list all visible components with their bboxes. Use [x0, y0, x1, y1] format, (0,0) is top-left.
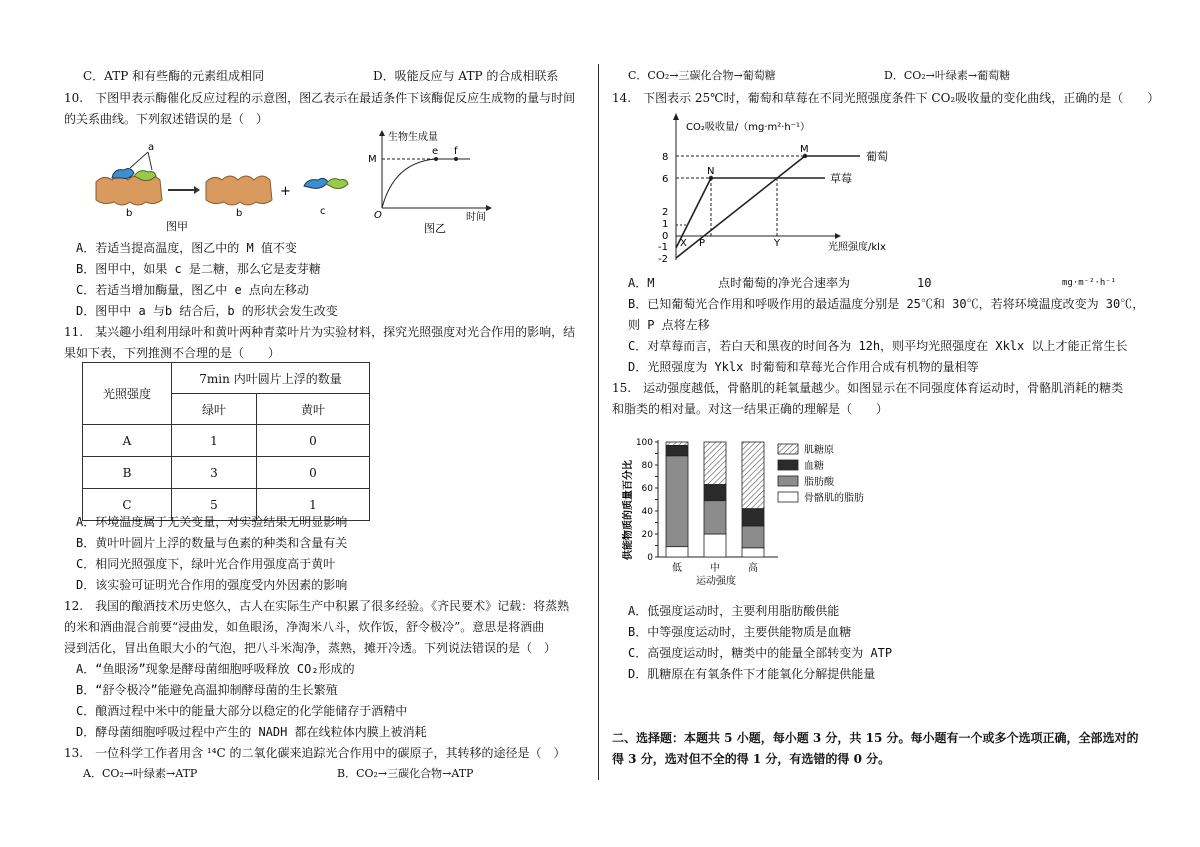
- enzyme-diagram: [90, 140, 360, 232]
- table-cell: 0: [257, 425, 370, 457]
- legend-swatch: [778, 444, 798, 454]
- q15-option-a: A．低强度运动时，主要利用脂肪酸供能: [628, 604, 840, 618]
- product-time-graph: [366, 128, 496, 234]
- bar-segment: [704, 501, 726, 534]
- label-a: a: [148, 142, 155, 153]
- co2-absorption-graph: [650, 112, 920, 264]
- enzyme-b: [206, 176, 272, 205]
- x-tick-label: 低: [672, 563, 682, 574]
- q13-option-b: B．CO₂→三碳化合物→ATP: [337, 767, 474, 780]
- q13-option-d: D．CO₂→叶绿素→葡萄糖: [884, 69, 1011, 82]
- q15-ylabel: 供能物质的质量百分比: [623, 460, 634, 560]
- table-row: [83, 457, 370, 489]
- energy-bar-chart: [618, 432, 888, 592]
- x-tick-label: 中: [710, 563, 720, 574]
- table-header-light: 光照强度: [83, 363, 172, 425]
- label-b2: b: [236, 208, 243, 219]
- legend-swatch: [778, 492, 798, 502]
- bar-segment: [666, 445, 688, 455]
- bar-segment: [666, 456, 688, 547]
- table-header-count: 7min 内叶圆片上浮的数量: [172, 363, 370, 394]
- q14-option-a-1: A．M: [628, 276, 655, 290]
- label-P: P: [699, 238, 706, 249]
- yi-e: e: [432, 146, 439, 157]
- bar-segment: [666, 547, 688, 557]
- legend-grape: 葡萄: [866, 150, 888, 163]
- q14-xlabel: 光照强度/klx: [828, 242, 886, 253]
- q12-option-a: A．“鱼眼汤”现象是酵母菌细胞呼吸释放 CO₂形成的: [76, 662, 355, 676]
- q13-option-c: C．CO₂→三碳化合物→葡萄糖: [628, 69, 776, 82]
- label-N: N: [707, 166, 715, 177]
- option-d: D．吸能反应与 ATP 的合成相联系: [373, 69, 559, 83]
- q10-option-a: A．若适当提高温度，图乙中的 M 值不变: [76, 241, 297, 255]
- q12-stem-2: 的米和酒曲混合前要“浸曲发，如鱼眼汤，净淘米八斗，炊作饭，舒令极冷”。意思是将酒曲: [64, 620, 545, 634]
- q14-option-a-3: 10: [917, 276, 932, 290]
- q11-table: [82, 362, 370, 521]
- bar-segment: [742, 548, 764, 557]
- legend-label: 骨骼肌的脂肪: [804, 493, 864, 504]
- table-cell: 1: [257, 489, 370, 521]
- label-M: M: [800, 144, 809, 155]
- legend-label: 血糖: [804, 461, 824, 472]
- tick-1: 1: [662, 219, 669, 230]
- q15-stem: 15. 运动强度越低，骨骼肌的耗氧量越少。如图显示在不同强度体育运动时，骨骼肌消耗的糖类: [612, 381, 1124, 395]
- q11-stem: 11. 某兴趣小组利用绿叶和黄叶两种青菜叶片为实验材料，探究光照强度对光合作用的影响，结: [64, 325, 576, 339]
- legend-strawberry: 草莓: [830, 172, 852, 185]
- q15-stem-2: 和脂类的相对量。对这一结果正确的理解是（ ）: [612, 402, 889, 416]
- q12-stem-3: 浸到活化，冒出鱼眼大小的气泡，把八斗米淘净，蒸熟，摊开冷透。下列说法错误的是（ ）: [64, 641, 557, 655]
- q10-option-b: B．图甲中，如果 c 是二糖，那么它是麦芽糖: [76, 262, 321, 276]
- q12-option-d: D．酵母菌细胞呼吸过程中产生的 NADH 都在线粒体内膜上被消耗: [76, 725, 427, 739]
- x-tick-label: 高: [748, 563, 758, 574]
- table-cell: 3: [172, 457, 257, 489]
- table-header-green: 绿叶: [172, 394, 257, 425]
- q14-option-a-4: mg·m⁻²·h⁻¹: [1062, 278, 1117, 288]
- tick-2: 2: [662, 207, 669, 218]
- q12-option-b: B．“舒令极冷”能避免高温抑制酵母菌的生长繁殖: [76, 683, 338, 697]
- tick-8: 8: [662, 152, 669, 163]
- product-c: [304, 178, 348, 188]
- q10-option-d: D．图甲中 a 与b 结合后，b 的形状会发生改变: [76, 304, 338, 318]
- table-cell: C: [83, 489, 172, 521]
- legend-swatch: [778, 460, 798, 470]
- table-cell: 0: [257, 457, 370, 489]
- q14-option-a-2: 点时葡萄的净光合速率为: [718, 276, 851, 290]
- bar-segment: [742, 526, 764, 548]
- q15-option-c: C．高强度运动时，糖类中的能量全部转变为 ATP: [628, 646, 893, 660]
- tick-6: 6: [662, 174, 669, 185]
- q11-option-b: B．黄叶叶圆片上浮的数量与色素的种类和含量有关: [76, 536, 348, 550]
- q12-option-c: C．酿酒过程中米中的能量大部分以稳定的化学能储存于酒精中: [76, 704, 408, 718]
- yi-xlabel: 时间: [466, 212, 486, 223]
- caption-yi: 图乙: [424, 222, 446, 235]
- q10-stem: 10. 下图甲表示酶催化反应过程的示意图，图乙表示在最适条件下该酶促反应生成物的量与时间: [64, 91, 576, 105]
- table-cell: 1: [172, 425, 257, 457]
- legend-label: 脂肪酸: [804, 477, 834, 488]
- bar-segment: [704, 485, 726, 501]
- column-divider: [598, 64, 599, 780]
- label-c: c: [320, 206, 326, 217]
- enzyme-b-with-substrate: [96, 169, 162, 205]
- legend-label: 肌糖原: [804, 445, 834, 456]
- y-tick-label: 100: [635, 438, 653, 448]
- bar-segment: [704, 442, 726, 485]
- table-cell: B: [83, 457, 172, 489]
- y-tick-label: 20: [641, 530, 653, 540]
- y-tick-label: 40: [641, 507, 653, 517]
- q14-option-c: C．对草莓而言，若白天和黑夜的时间各为 12h，则平均光照强度在 Xklx 以上才能正常生长: [628, 339, 1128, 353]
- q13-option-a: A．CO₂→叶绿素→ATP: [83, 767, 198, 780]
- table-row: [83, 425, 370, 457]
- yi-origin: O: [374, 210, 382, 221]
- tick-neg2: -2: [658, 254, 668, 265]
- q10-stem-2: 的关系曲线。下列叙述错误的是（ ）: [64, 112, 269, 126]
- y-tick-label: 60: [641, 484, 653, 494]
- q14-ylabel: CO₂吸收量/（mg·m²·h⁻¹）: [686, 122, 811, 133]
- tick-neg1: -1: [658, 242, 668, 253]
- y-tick-label: 80: [641, 461, 653, 471]
- yi-M: M: [368, 154, 377, 165]
- q11-stem-2: 果如下表，下列推测不合理的是（ ）: [64, 346, 281, 360]
- bar-segment: [742, 442, 764, 509]
- tick-0: 0: [662, 231, 669, 242]
- table-cell: 5: [172, 489, 257, 521]
- q12-stem: 12. 我国的酿酒技术历史悠久，古人在实际生产中积累了很多经验。《齐民要术》记载：将蒸熟: [64, 599, 570, 613]
- section-2-heading-2: 得 3 分，选对但不全的得 1 分，有选错的得 0 分。: [612, 752, 891, 766]
- label-Y: Y: [774, 238, 781, 249]
- q15-xlabel: 运动强度: [696, 576, 736, 587]
- bar-segment: [704, 534, 726, 557]
- q13-stem: 13. 一位科学工作者用含 ¹⁴C 的二氧化碳来追踪光合作用中的碳原子，其转移的途径是（ ）: [64, 746, 566, 760]
- legend-swatch: [778, 476, 798, 486]
- caption-jia: 图甲: [166, 220, 188, 233]
- q11-option-c: C．相同光照强度下，绿叶光合作用强度高于黄叶: [76, 557, 336, 571]
- bar-segment: [742, 509, 764, 526]
- label-b1: b: [126, 208, 133, 219]
- grape-curve-rise: [676, 156, 805, 258]
- q11-option-d: D．该实验可证明光合作用的强度受内外因素的影响: [76, 578, 348, 592]
- yi-f: f: [454, 146, 458, 157]
- q14-option-d: D．光照强度为 Yklx 时葡萄和草莓光合作用合成有机物的量相等: [628, 360, 979, 374]
- q14-stem: 14. 下图表示 25℃时，葡萄和草莓在不同光照强度条件下 CO₂吸收量的变化曲线，正确的是（ ）: [612, 91, 1160, 105]
- option-c: C．ATP 和有些酶的元素组成相同: [83, 69, 265, 83]
- yi-ylabel: 生物生成量: [388, 132, 438, 143]
- section-2-heading: 二、选择题：本题共 5 小题，每小题 3 分，共 15 分。每小题有一个或多个选项正确，全部选对的: [612, 731, 1139, 745]
- label-X: X: [680, 238, 687, 249]
- table-cell: A: [83, 425, 172, 457]
- q15-option-d: D．肌糖原在有氧条件下才能氧化分解提供能量: [628, 667, 876, 681]
- table-header-yellow: 黄叶: [257, 394, 370, 425]
- q15-option-b: B．中等强度运动时，主要供能物质是血糖: [628, 625, 852, 639]
- q14-option-b-2: 则 P 点将左移: [628, 318, 710, 332]
- bar-segment: [666, 442, 688, 445]
- y-tick-label: 0: [647, 553, 653, 563]
- plus-sign: +: [280, 184, 291, 199]
- q14-option-b: B．已知葡萄光合作用和呼吸作用的最适温度分别是 25℃和 30℃，若将环境温度改变为 30℃，: [628, 297, 1145, 311]
- q10-option-c: C．若适当增加酶量，图乙中 e 点向左移动: [76, 283, 309, 297]
- q11-option-a: A．环境温度属于无关变量，对实验结果无明显影响: [76, 515, 348, 529]
